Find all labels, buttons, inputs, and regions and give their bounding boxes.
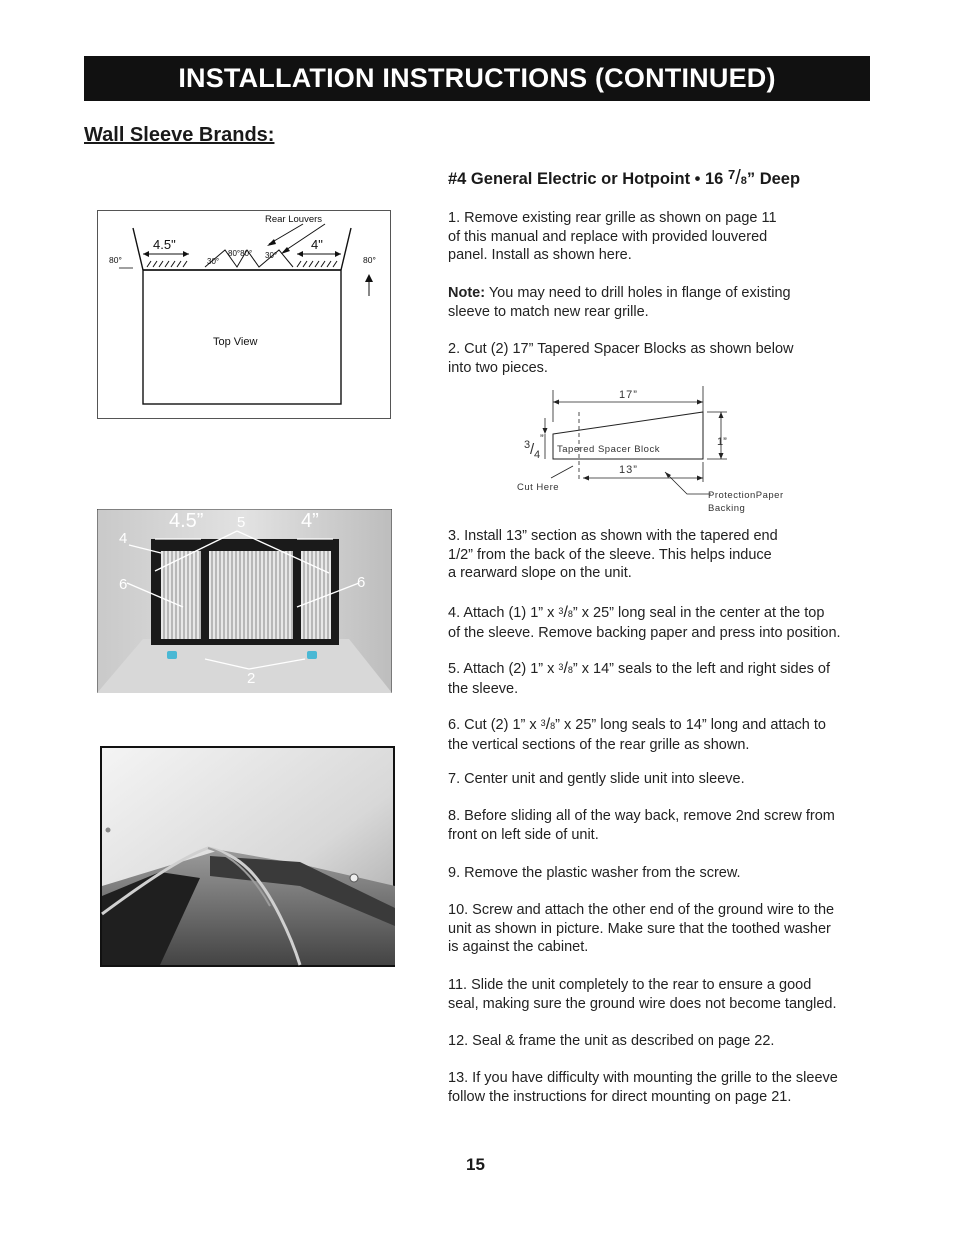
svg-text:/: /	[530, 441, 535, 458]
left-dimension: 4.5"	[153, 237, 176, 252]
svg-text:80°: 80°	[109, 255, 122, 265]
step-11: 11. Slide the unit completely to the rear to ensure a good seal, making sure the ground wire does not become tangled.	[448, 977, 837, 1012]
step-10: 10. Screw and attach the other end of the ground wire to the unit as shown in picture. Make sure that the toothed washer is against the cabinet.	[448, 902, 835, 956]
ground-wire-photo	[100, 746, 395, 972]
tapered-spacer-diagram	[515, 382, 805, 522]
right-dimension: 4"	[311, 237, 323, 252]
height-1: 1”	[717, 436, 727, 448]
callout-5: 5	[237, 514, 246, 531]
top-view-caption: Top View	[213, 336, 258, 348]
photo-label-4-5: 4.5”	[169, 510, 204, 532]
svg-text:30°: 30°	[265, 251, 278, 260]
step-12: 12. Seal & frame the unit as described on page 22.	[448, 1033, 775, 1049]
callout-6-right: 6	[357, 574, 366, 591]
step-13: 13. If you have difficulty with mounting the grille to the sleeve follow the instructions for direct mounting on page 21.	[448, 1070, 838, 1105]
sleeve-seal-photo	[97, 509, 392, 698]
section-title: Wall Sleeve Brands:	[84, 124, 275, 146]
rear-louvers-label: Rear Louvers	[265, 214, 323, 225]
page-header	[84, 56, 870, 101]
step-5: 5. Attach (2) 1” x $^3$/8” x 14” seals to the left and right sides of the sleeve.	[448, 660, 831, 697]
svg-text:4: 4	[534, 449, 541, 461]
step-1: 1. Remove existing rear grille as shown on page 11 of this manual and replace with provided louvered panel. Install as shown here.	[448, 210, 777, 264]
callout-2: 2	[247, 670, 256, 687]
step-2: 2. Cut (2) 17” Tapered Spacer Blocks as shown below into two pieces.	[448, 341, 794, 376]
svg-text:3: 3	[524, 439, 531, 451]
note: Note: You may need to drill holes in flange of existing sleeve to match new rear grille.	[448, 285, 791, 320]
length-17: 17”	[619, 389, 638, 401]
step-4: 4. Attach (1) 1” x $^3$/8” x 25” long seal in the center at the top of the sleeve. Remove backing paper and press into position.	[448, 604, 841, 641]
page-number: 15	[466, 1155, 485, 1174]
photo-label-4: 4”	[301, 510, 319, 532]
page-title: INSTALLATION INSTRUCTIONS (CONTINUED)	[178, 63, 776, 93]
top-view-diagram	[97, 210, 392, 425]
note-label: Note:	[448, 285, 486, 301]
model-subheading: #4 General Electric or Hotpoint • 16 $^7$/8” Deep	[448, 167, 801, 189]
svg-text:30°: 30°	[207, 257, 220, 266]
step-3: 3. Install 13” section as shown with the tapered end 1/2” from the back of the sleeve. This helps induce a rearward slope on the unit.	[448, 528, 778, 582]
step-8: 8. Before sliding all of the way back, remove 2nd screw from front on left side of unit.	[448, 808, 835, 843]
step-9: 9. Remove the plastic washer from the screw.	[448, 865, 741, 881]
callout-6-left: 6	[119, 576, 128, 593]
svg-text:80°80°: 80°80°	[228, 249, 253, 258]
svg-text:80°: 80°	[363, 255, 376, 265]
step-6: 6. Cut (2) 1” x $^3$/8” x 25” long seals to 14” long and attach to the vertical sections of the rear grille as shown.	[448, 716, 826, 753]
svg-text:”: ”	[540, 433, 544, 445]
callout-4: 4	[119, 530, 128, 547]
tapered-block-label: Tapered Spacer Block	[557, 444, 660, 455]
svg-text:Backing: Backing	[708, 503, 746, 514]
length-13: 13”	[619, 464, 638, 476]
cut-here-label: Cut Here	[517, 482, 560, 493]
svg-text:ProtectionPaper: ProtectionPaper	[708, 490, 784, 501]
step-7: 7. Center unit and gently slide unit into sleeve.	[448, 771, 745, 787]
